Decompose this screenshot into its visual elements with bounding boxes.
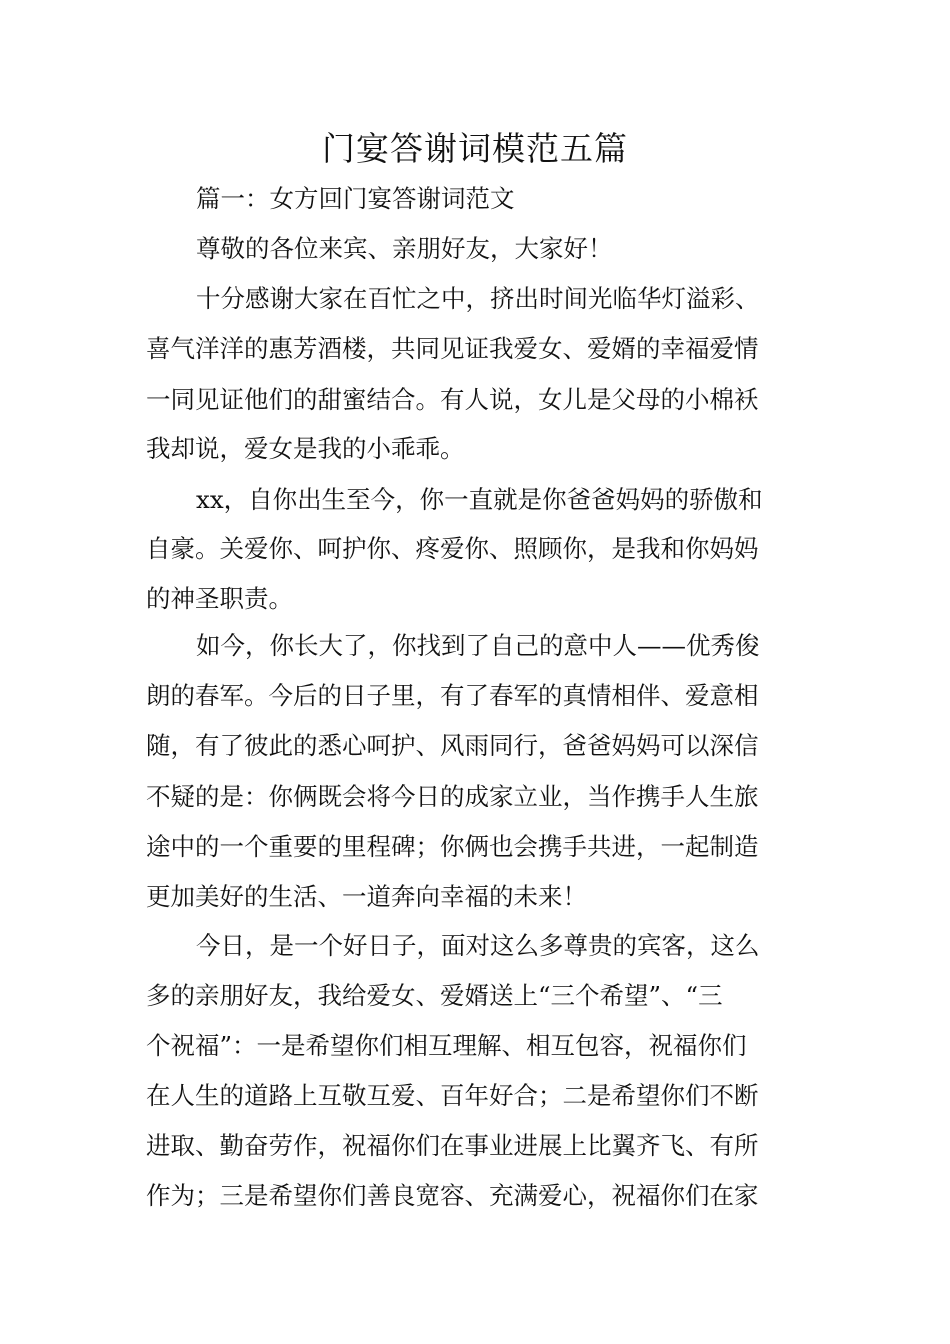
paragraph-line: 朗的春军。今后的日子里，有了春军的真情相伴、爱意相 xyxy=(146,681,759,710)
paragraph-line: 喜气洋洋的惠芳酒楼，共同见证我爱女、爱婿的幸福爱情 xyxy=(146,334,759,363)
section-heading: 篇一：女方回门宴答谢词范文 xyxy=(196,184,515,213)
paragraph-line: 在人生的道路上互敬互爱、百年好合；二是希望你们不断 xyxy=(146,1081,759,1110)
paragraph-line: 更加美好的生活、一道奔向幸福的未来！ xyxy=(146,882,587,911)
paragraph-line: 的神圣职责。 xyxy=(146,584,293,613)
paragraph-line: 多的亲朋好友，我给爱女、爱婿送上“三个希望”、“三 xyxy=(146,981,723,1010)
paragraph-line: 个祝福”：一是希望你们相互理解、相互包容，祝福你们 xyxy=(146,1031,747,1060)
paragraph-line: 自豪。关爱你、呵护你、疼爱你、照顾你，是我和你妈妈 xyxy=(146,534,759,563)
paragraph-line: 一同见证他们的甜蜜结合。有人说，女儿是父母的小棉袄 xyxy=(146,385,759,414)
paragraph-line: 不疑的是：你俩既会将今日的成家立业，当作携手人生旅 xyxy=(146,782,759,811)
paragraph-line: 作为；三是希望你们善良宽容、充满爱心，祝福你们在家 xyxy=(146,1181,759,1210)
paragraph-line: 十分感谢大家在百忙之中，挤出时间光临华灯溢彩、 xyxy=(196,284,760,313)
paragraph-line: 今日，是一个好日子，面对这么多尊贵的宾客，这么 xyxy=(196,931,760,960)
paragraph-line: 我却说，爱女是我的小乖乖。 xyxy=(146,434,465,463)
document-title: 门宴答谢词模范五篇 xyxy=(322,129,628,168)
paragraph-line: xx，自你出生至今，你一直就是你爸爸妈妈的骄傲和 xyxy=(196,485,763,514)
paragraph-line: 进取、勤奋劳作，祝福你们在事业进展上比翼齐飞、有所 xyxy=(146,1131,759,1160)
paragraph-line: 途中的一个重要的里程碑；你俩也会携手共进，一起制造 xyxy=(146,832,759,861)
paragraph-line: 如今，你长大了，你找到了自己的意中人——优秀俊 xyxy=(196,631,760,660)
greeting-line: 尊敬的各位来宾、亲朋好友，大家好！ xyxy=(196,234,613,263)
paragraph-line: 随，有了彼此的悉心呵护、风雨同行，爸爸妈妈可以深信 xyxy=(146,731,759,760)
